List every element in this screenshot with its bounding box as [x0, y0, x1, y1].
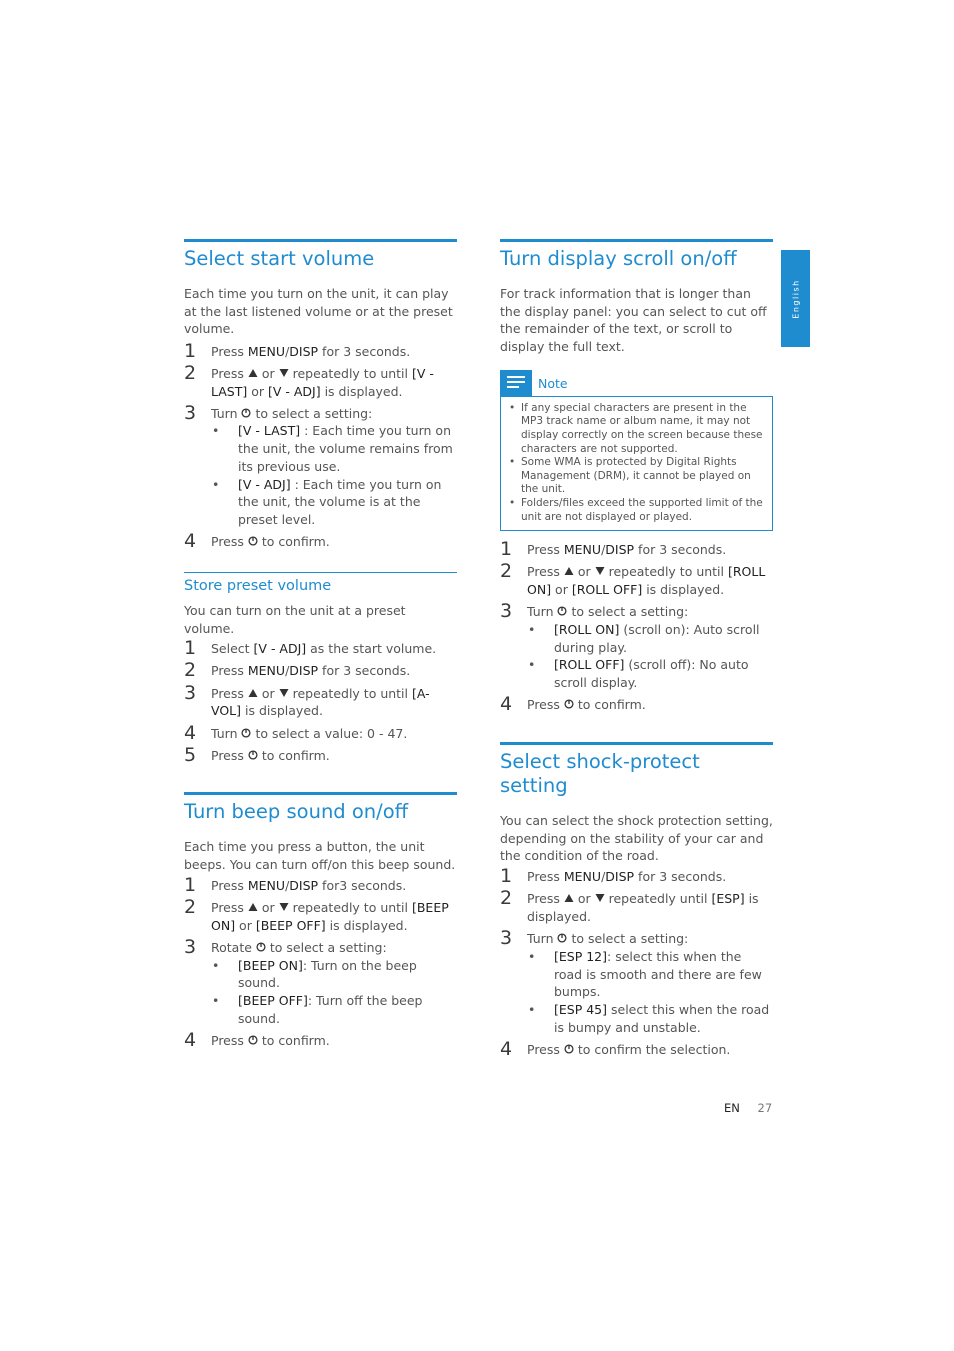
step-number: 4	[500, 693, 513, 716]
preset-volume-steps	[184, 637, 457, 766]
step: 3 Turn to select a setting: • [ESP 12]: select this when the road is smooth and there are few bumps. • [ESP 45] select this when the road is bumpy and unstable.	[500, 930, 773, 1036]
note-icon	[500, 370, 532, 396]
shock-protect-intro: You can select the shock protection setting, depending on the stability of your car and the condition of the road.	[500, 812, 773, 864]
footer-language: EN	[724, 1101, 740, 1115]
display-scroll-intro: For track information that is longer than the display panel: you can select to cut off the remainder of the text, or scroll to display the full text.	[500, 286, 767, 355]
step: 4 Press to confirm.	[500, 693, 646, 716]
step: 3 Turn to select a setting: • [ROLL ON] (scroll on): Auto scroll during play. • [ROLL OFF] (scroll off): No auto scroll display.	[500, 603, 773, 692]
up-arrow-icon	[248, 688, 258, 698]
shock-protect-steps	[500, 865, 773, 1060]
setting-options	[211, 422, 457, 528]
step-number: 4	[184, 721, 197, 744]
note-item: • Some WMA is protected by Digital Rights Management (DRM), it cannot be played on the unit.	[509, 456, 751, 496]
section-title-display-scroll: Turn display scroll on/off	[500, 239, 773, 271]
up-arrow-icon	[564, 566, 574, 576]
option-beep-on: • [BEEP ON]: Turn on the beep sound.	[212, 957, 417, 991]
knob-icon	[557, 606, 567, 616]
right-column	[500, 239, 773, 1059]
step: 4 Press to confirm.	[184, 530, 330, 553]
section-title-beep-sound: Turn beep sound on/off	[184, 792, 457, 824]
step: 2 Press or repeatedly to until [ROLL ON] or [ROLL OFF] is displayed.	[500, 560, 766, 598]
step: 4 Press to confirm the selection.	[500, 1037, 731, 1060]
step-number: 3	[500, 927, 513, 950]
step-number: 4	[500, 1037, 513, 1060]
option-v-adj: • [V - ADJ] : Each time you turn on the unit, the volume is at the preset level.	[212, 476, 442, 527]
page-number: 27	[757, 1101, 773, 1115]
setting-options	[527, 948, 773, 1037]
knob-icon	[256, 942, 266, 952]
up-arrow-icon	[248, 368, 258, 378]
option-beep-off: • [BEEP OFF]: Turn off the beep sound.	[212, 993, 423, 1026]
step: 1 Select [V - ADJ] as the start volume.	[184, 637, 437, 660]
knob-icon	[241, 728, 251, 738]
step-number: 1	[184, 637, 197, 660]
option-roll-on: • [ROLL ON] (scroll on): Auto scroll during play.	[528, 621, 760, 655]
down-arrow-icon	[595, 566, 605, 576]
step-number: 3	[500, 600, 513, 623]
step-number: 3	[184, 935, 197, 958]
step-number: 1	[500, 865, 513, 888]
knob-icon	[248, 1035, 258, 1045]
step: 3 Rotate to select a setting: • [BEEP ON]: Turn on the beep sound. • [BEEP OFF]: Turn off the beep sound.	[184, 939, 457, 1028]
step: 3 Press or repeatedly to until [A-VOL] is displayed.	[184, 681, 430, 719]
option-roll-off: • [ROLL OFF] (scroll off): No auto scroll display.	[528, 657, 749, 691]
up-arrow-icon	[248, 902, 258, 912]
down-arrow-icon	[595, 893, 605, 903]
up-arrow-icon	[564, 893, 574, 903]
step: 2 Press or repeatedly to until [V - LAST] or [V - ADJ] is displayed.	[184, 361, 434, 399]
note-header	[500, 370, 773, 396]
display-scroll-steps	[500, 538, 773, 716]
knob-icon	[248, 750, 258, 760]
step-number: 5	[184, 743, 197, 766]
section-title-start-volume: Select start volume	[184, 239, 457, 271]
step: 3 Turn to select a setting: • [V - LAST] : Each time you turn on the unit, the volume remains from its previous use. • [V - ADJ] : Each time you turn on the unit, the volume is at the preset level.	[184, 405, 457, 529]
step: 2 Press or repeatedly until [ESP] is displayed.	[500, 887, 759, 924]
note-item: • Folders/files exceed the supported limit of the unit are not displayed or played.	[509, 496, 763, 523]
step-number: 1	[184, 873, 197, 896]
knob-icon	[248, 536, 258, 546]
knob-icon	[564, 699, 574, 709]
step: 4 Press to confirm.	[184, 1029, 330, 1051]
knob-icon	[564, 1044, 574, 1054]
knob-icon	[241, 408, 251, 418]
language-tab	[781, 250, 810, 347]
section-title-shock-protect: Select shock-protect setting	[500, 742, 773, 798]
note-label: Note	[538, 375, 568, 391]
option-v-last: • [V - LAST] : Each time you turn on the unit, the volume remains from its previous use.	[212, 423, 453, 474]
start-volume-intro: Each time you turn on the unit, it can play at the last listened volume or at the preset volume.	[184, 286, 453, 337]
beep-sound-steps	[184, 873, 457, 1051]
step: 4 Turn to select a value: 0 - 47.	[184, 721, 408, 744]
step-number: 3	[184, 401, 197, 424]
step-number: 3	[184, 681, 197, 704]
step: 2 Press or repeatedly to until [BEEP ON] or [BEEP OFF] is displayed.	[184, 896, 449, 933]
step: 5 Press to confirm.	[184, 743, 330, 766]
preset-volume-intro: You can turn on the unit at a preset volume.	[184, 602, 406, 636]
down-arrow-icon	[279, 688, 289, 698]
note-item: • If any special characters are present in the MP3 track name or album name, it may not display correctly on the screen because these characters are not supported.	[509, 401, 763, 455]
beep-sound-intro: Each time you press a button, the unit beeps. You can turn off/on this beep sound.	[184, 839, 456, 873]
page-footer	[724, 1101, 772, 1115]
step-number: 4	[184, 530, 197, 553]
start-volume-steps	[184, 339, 457, 553]
step-number: 4	[184, 1029, 197, 1051]
step-number: 1	[184, 339, 197, 362]
language-tab-label: English	[791, 278, 800, 319]
step-number: 2	[184, 361, 197, 384]
option-esp-45: • [ESP 45] select this when the road is bumpy and unstable.	[528, 1002, 770, 1035]
step: 1 Press MENU/DISP for3 seconds.	[184, 873, 407, 896]
down-arrow-icon	[279, 368, 289, 378]
step-number: 2	[184, 659, 197, 682]
step: 1 Press MENU/DISP for 3 seconds.	[500, 538, 727, 561]
setting-options	[527, 621, 773, 692]
step: 1 Press MENU/DISP for 3 seconds.	[500, 865, 727, 888]
option-esp-12: • [ESP 12]: select this when the road is smooth and there are few bumps.	[528, 948, 762, 1000]
step: 2 Press MENU/DISP for 3 seconds.	[184, 659, 411, 682]
left-column	[184, 239, 457, 1050]
step-number: 2	[500, 560, 513, 583]
setting-options	[211, 957, 457, 1028]
step-number: 2	[500, 887, 513, 910]
step-number: 2	[184, 896, 197, 919]
knob-icon	[557, 933, 567, 943]
down-arrow-icon	[279, 902, 289, 912]
step: 1 Press MENU/DISP for 3 seconds.	[184, 339, 411, 362]
step-number: 1	[500, 538, 513, 561]
note-box	[500, 396, 773, 531]
section-title-preset-volume: Store preset volume	[184, 572, 457, 595]
